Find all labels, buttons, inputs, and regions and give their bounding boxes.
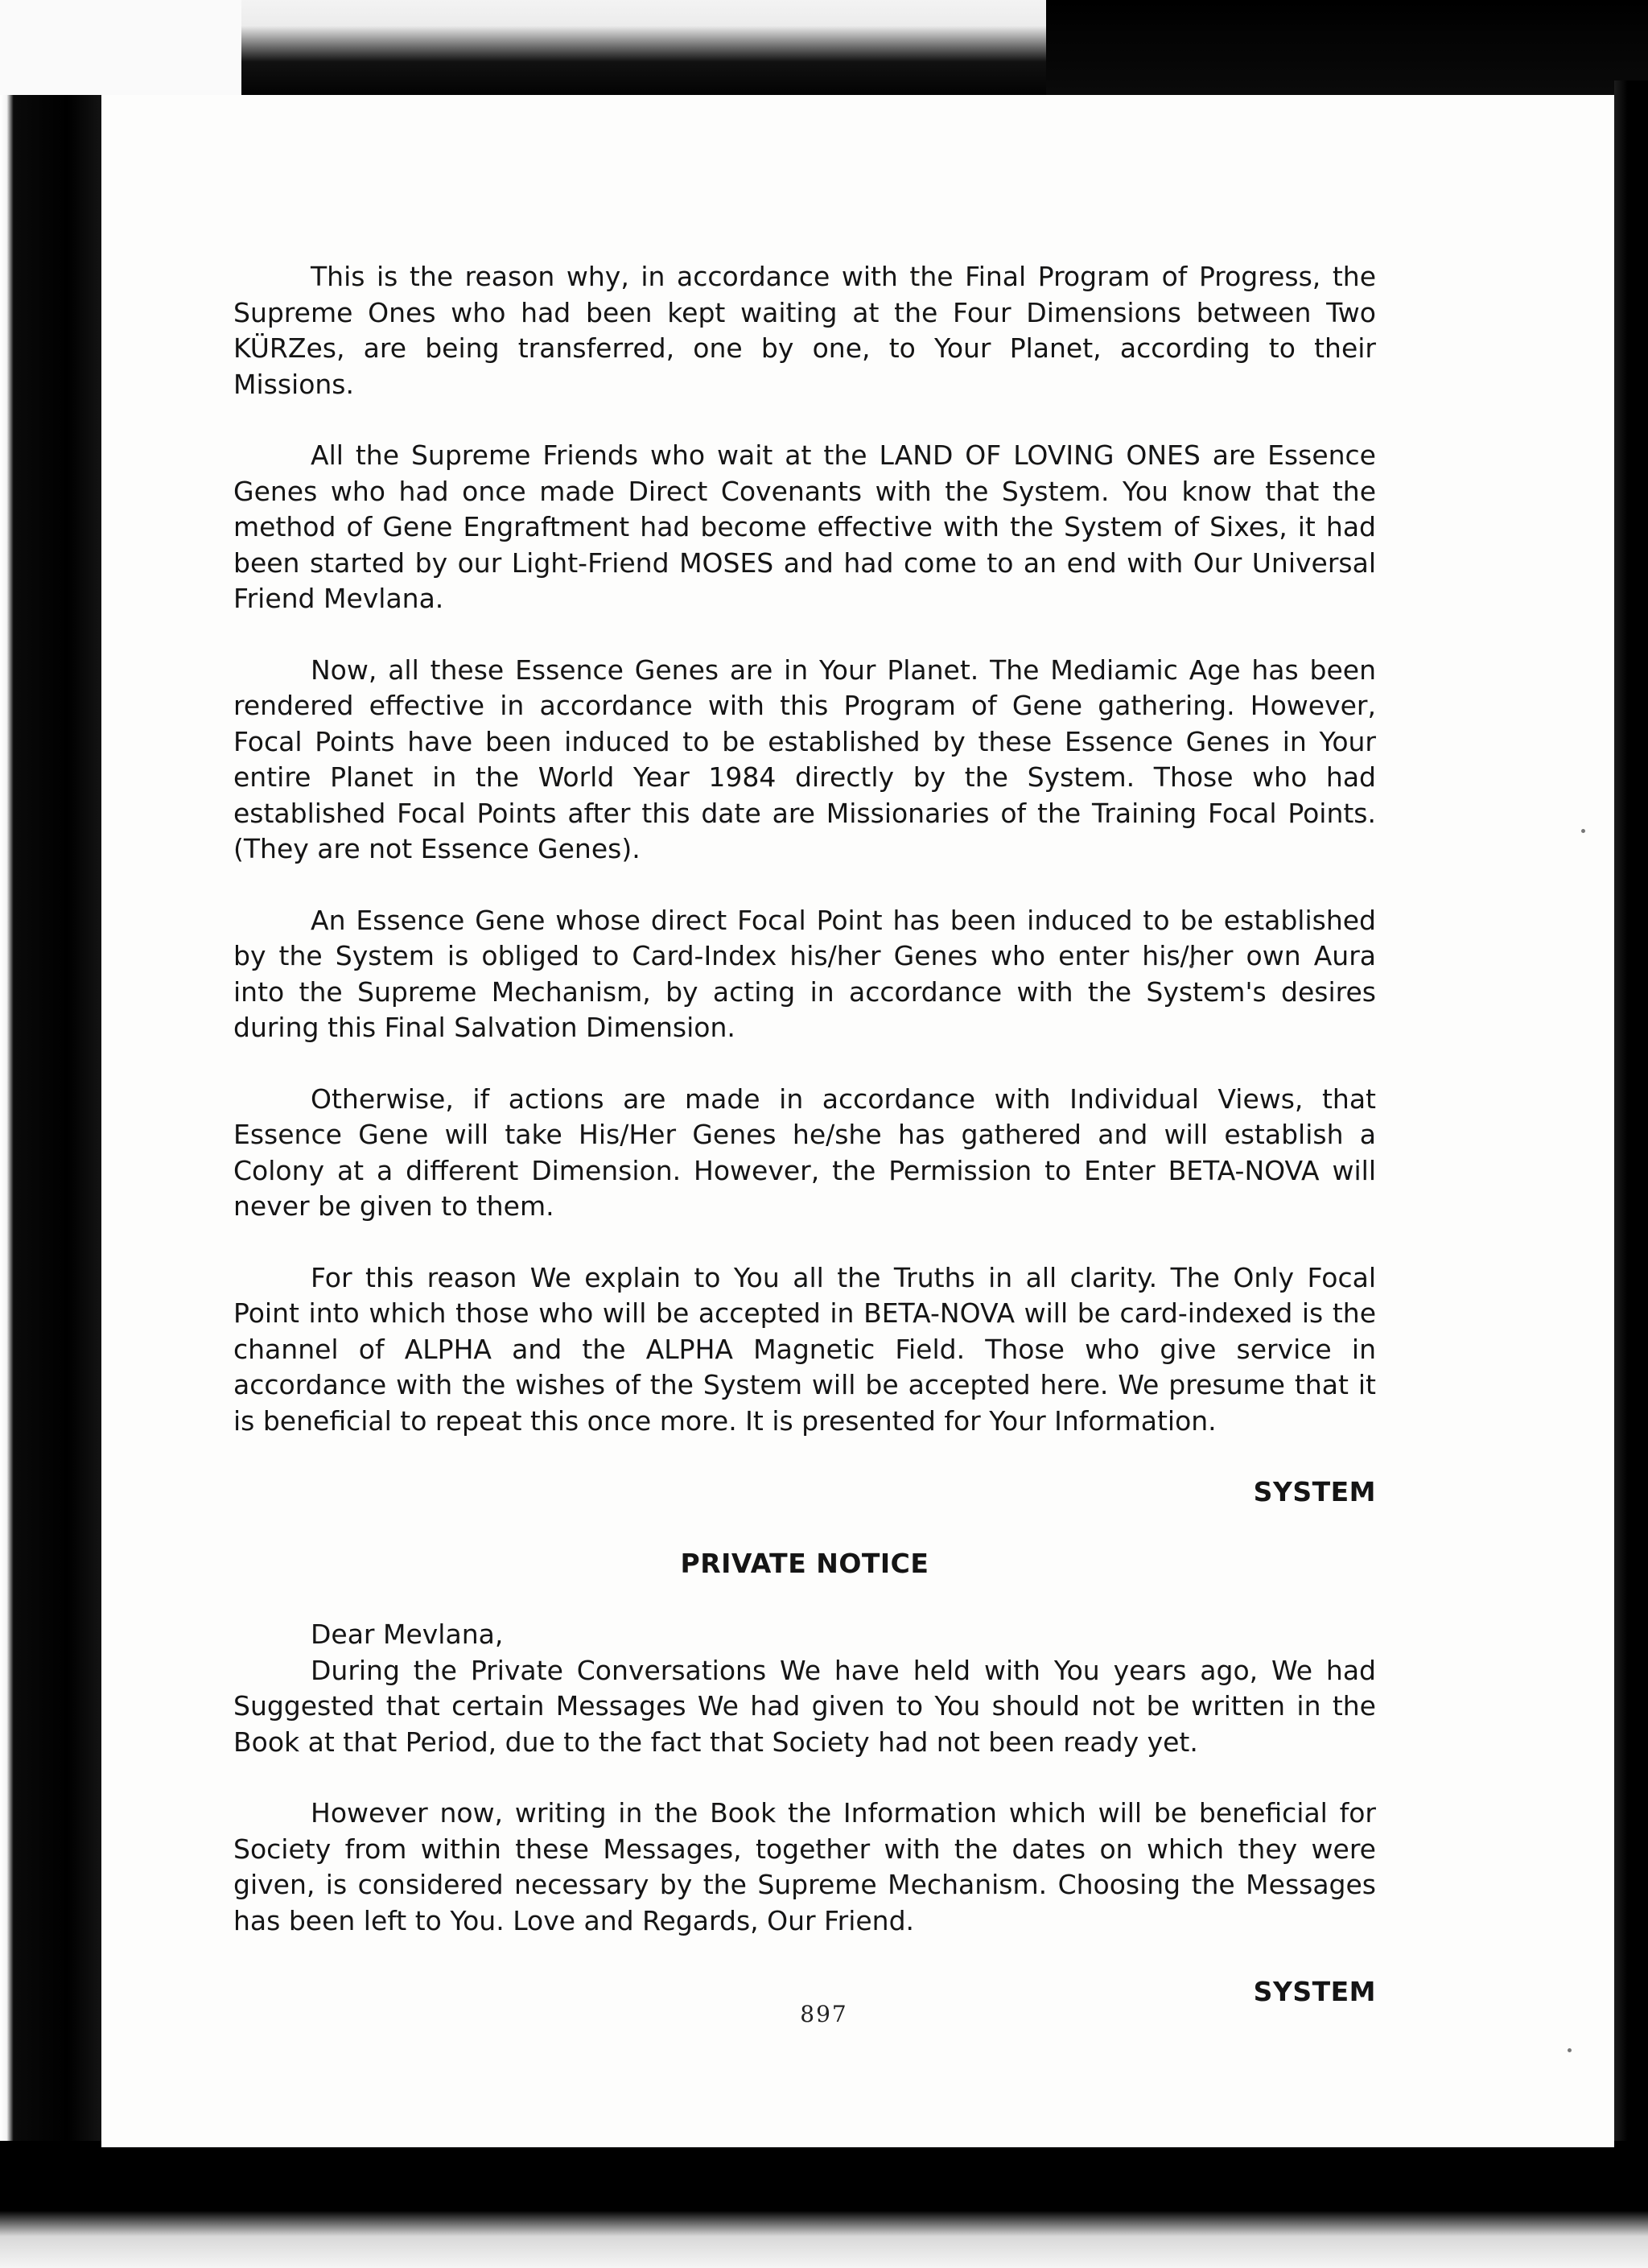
paragraph: However now, writing in the Book the Information which will be beneficial for Society from within these Messages, together with the dates on which they were given, is considered necessary by the Supreme Mechanism. Choosing the Messages has been left to You. Love and Regards, Our Friend. (233, 1797, 1376, 1936)
page-number: 897 (800, 2001, 848, 2027)
scan-bottom-edge (0, 2141, 1648, 2268)
scan-speck (1568, 2048, 1572, 2052)
paragraph: Otherwise, if actions are made in accordance with Individual Views, that Essence Gene will take His/Her Genes he/she has gathered and will establish a Colony at a different Dimension. However, the Permission to Enter BETA-NOVA will never be given to them. (233, 1082, 1376, 1222)
paragraph: During the Private Conversations We have held with You years ago, We had Suggested that certain Messages We had given to You should not be written in the Book at that Period, due to the fact that Society had not been ready yet. (233, 1654, 1376, 1758)
paragraph: All the Supreme Friends who wait at the LAND OF LOVING ONES are Essence Genes who had once made Direct Covenants with the System. You know that the method of Gene Engraftment had become effective with the System of Sixes, it had been started by our Light-Friend MOSES and had come to an end with Our Universal Friend Mevlana. (233, 439, 1376, 614)
scan-right-edge (1614, 80, 1648, 2173)
scan-top-corner (0, 0, 241, 95)
signature: SYSTEM (1253, 1976, 1376, 2007)
paragraph: This is the reason why, in accordance with the Final Program of Progress, the Supreme Ones who had been kept waiting at the Four Dimensions between Two KÜRZes, are being transferred, one by one, to Your Planet, according to their Missions. (233, 261, 1376, 400)
scan-binding-shadow (0, 95, 113, 2155)
scan-speck (1581, 829, 1585, 833)
body-text (233, 259, 1376, 2046)
greeting: Dear Mevlana, (311, 1619, 504, 1650)
paragraph: An Essence Gene whose direct Focal Point has been induced to be established by the System is obliged to Card-Index his/her Genes who enter his/her own Aura into the Supreme Mechanism, by acting in accordance with the System's desires during this Final Salvation Dimension. (233, 904, 1376, 1043)
section-heading: PRIVATE NOTICE (680, 1547, 929, 1579)
paragraph: For this reason We explain to You all the Truths in all clarity. The Only Focal Point into which those who will be accepted in BETA-NOVA will be card-indexed is the channel of ALPHA and the ALPHA Magnetic Field. Those who give service in accordance with the wishes of the System will be accepted here. We presume that it is beneficial to repeat this once more. It is presented for Your Information. (233, 1261, 1376, 1437)
signature: SYSTEM (1253, 1476, 1376, 1507)
paragraph: Now, all these Essence Genes are in Your Planet. The Mediamic Age has been rendered effective in accordance with this Program of Gene gathering. However, Focal Points have been induced to be established by these Essence Genes in Your entire Planet in the World Year 1984 directly by the System. Those who had established Focal Points after this date are Missionaries of the Training Focal Points. (They are not Essence Genes). (233, 654, 1376, 864)
